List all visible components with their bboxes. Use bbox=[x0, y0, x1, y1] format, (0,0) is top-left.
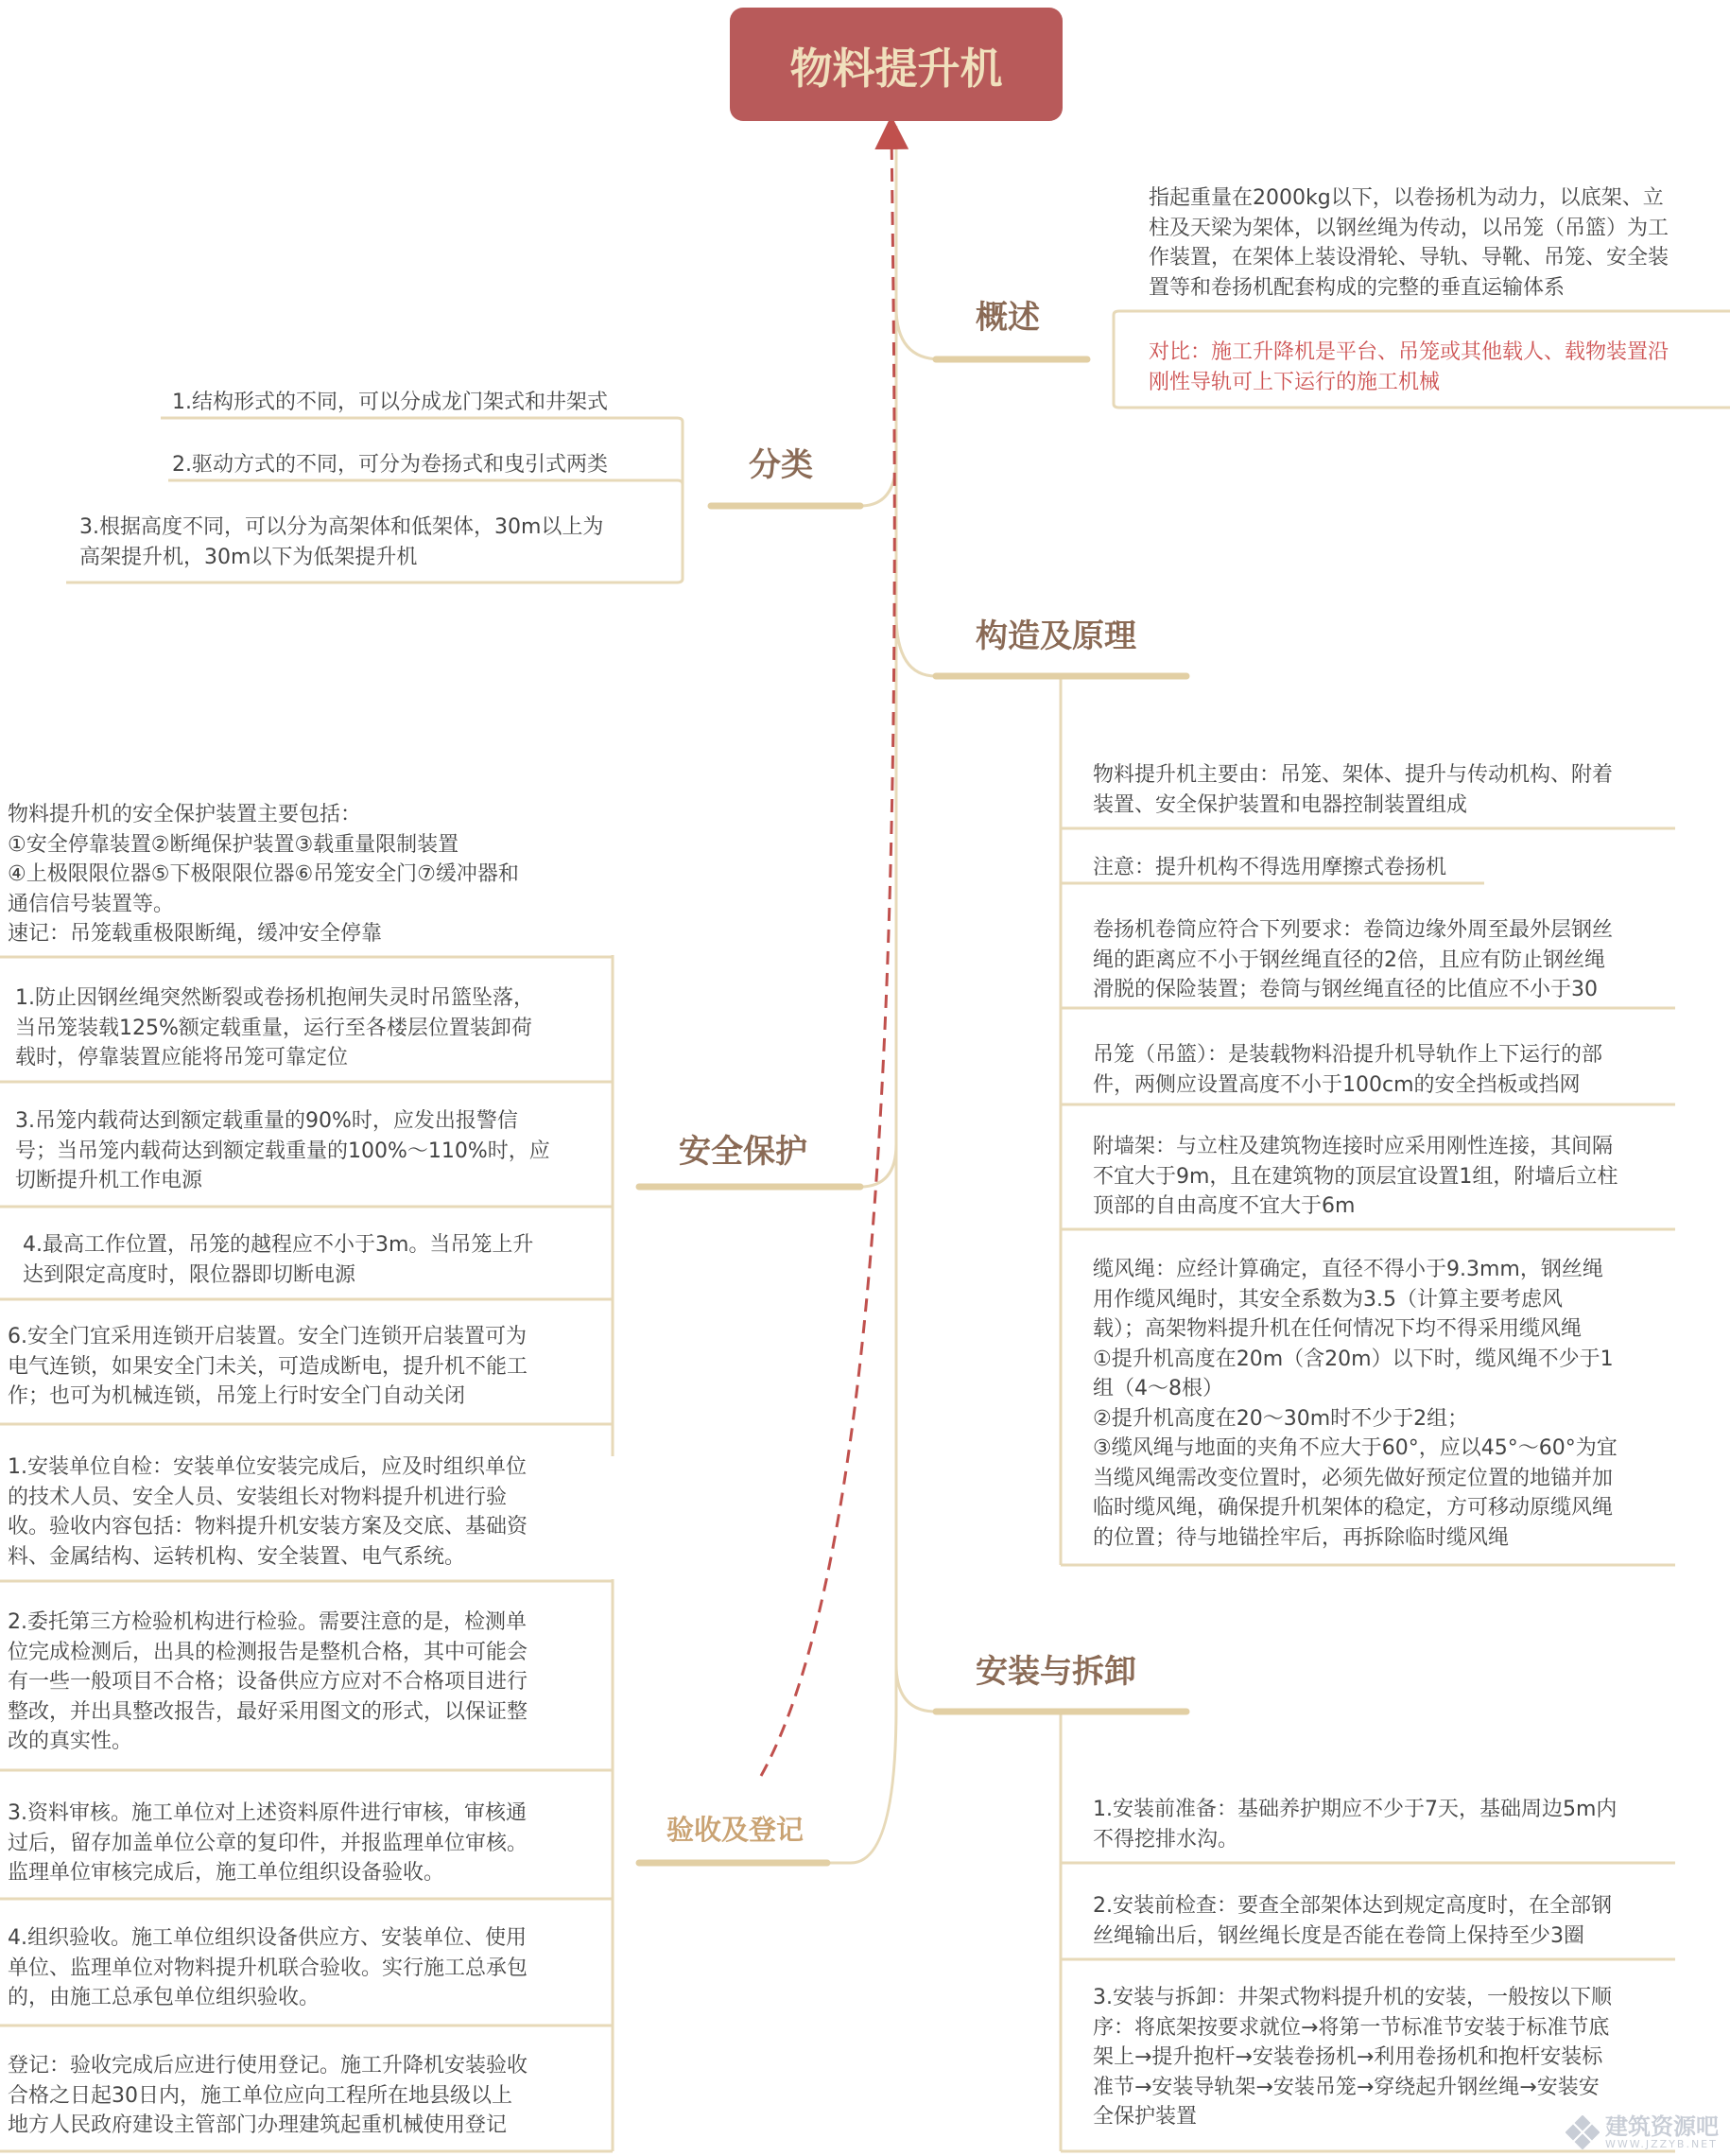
structure-item-6: 缆风绳：应经计算确定，直径不得小于9.3mm，钢丝绳 用作缆风绳时，其安全系数为3.5（计算主要考虑风 载）；高架物料提升机在任何情况下均不得采用缆风绳 ①提升机高度在20m（含20m）以下时，缆风绳不少于1 组（4～8根） ②提升机高度在20～30m时不少于2组； ③缆风绳与地面的夹角不应大于60°，应以45°～60°为宜 当缆风绳需改变位置时，必须先做好预定位置的地锚并加 临时缆风绳，确保提升机架体的稳定，方可移动原缆风绳 的位置；待与地锚拴牢后，再拆除临时缆风绳 bbox=[1093, 1258, 1618, 1550]
watermark-url: WWW.JZZYB.NET bbox=[1605, 2138, 1718, 2150]
classification-item-2: 2.驱动方式的不同，可分为卷扬式和曳引式两类 bbox=[172, 453, 608, 477]
installation-item-3: 3.安装与拆卸：井架式物料提升机的安装，一般按以下顺 序：将底架按要求就位→将第一节标准节安装于标准节底 架上→提升抱杆→安装卷扬机→利用卷扬机和抱杆安装标 准节→安装导轨架→安装吊笼→穿绕起升钢丝绳→安装安 全保护装置 bbox=[1093, 1986, 1612, 2129]
structure-item-2: 注意：提升机构不得选用摩擦式卷扬机 bbox=[1093, 856, 1447, 879]
branch-safety[interactable]: 安全保护 bbox=[679, 1133, 807, 1171]
safety-overview: 物料提升机的安全保护装置主要包括： ①安全停靠装置②断绳保护装置③载重量限制装置 ④上极限限位器⑤下极限限位器⑥吊笼安全门⑦缓冲器和 通信信号装置等。 速记：吊笼载重极限断绳，缓冲安全停靠 bbox=[8, 803, 519, 946]
watermark-logo-icon bbox=[1566, 2115, 1600, 2149]
watermark bbox=[1566, 2114, 1719, 2150]
installation-item-1: 1.安装前准备：基础养护期应不少于7天，基础周边5m内 不得挖排水沟。 bbox=[1093, 1798, 1618, 1852]
branch-overview[interactable]: 概述 bbox=[976, 299, 1040, 337]
branch-installation[interactable]: 安装与拆卸 bbox=[976, 1653, 1136, 1691]
safety-item-6: 6.安全门宜采用连锁开启装置。安全门连锁开启装置可为 电气连锁，如果安全门未关，可造成断电，提升机不能工 作；也可为机械连锁，吊笼上行时安全门自动关闭 bbox=[8, 1325, 528, 1408]
branch-structure[interactable]: 构造及原理 bbox=[976, 617, 1136, 655]
overview-definition: 指起重量在2000kg以下，以卷扬机为动力，以底架、立 柱及天梁为架体，以钢丝绳为传动，以吊笼（吊篮）为工 作装置，在架体上装设滑轮、导轨、导靴、吊笼、安全装 置等和卷扬机配套构成的完整的垂直运输体系 bbox=[1149, 186, 1669, 300]
branch-acceptance[interactable]: 验收及登记 bbox=[666, 1814, 804, 1846]
safety-item-4: 4.最高工作位置，吊笼的越程应不小于3m。当吊笼上升 达到限定高度时，限位器即切断电源 bbox=[23, 1233, 534, 1287]
link-acceptance bbox=[827, 1707, 896, 1863]
structure-item-5: 附墙架：与立柱及建筑物连接时应采用刚性连接，其间隔 不宜大于9m，且在建筑物的顶层宜设置1组，附墙后立柱 顶部的自由高度不宜大于6m bbox=[1093, 1135, 1618, 1218]
structure-item-4: 吊笼（吊篮）：是装载物料沿提升机导轨作上下运行的部 件，两侧应设置高度不小于100cm的安全挡板或挡网 bbox=[1093, 1043, 1603, 1097]
acceptance-registration: 登记：验收完成后应进行使用登记。施工升降机安装验收 合格之日起30日内，施工单位应向工程所在地县级以上 地方人民政府建设主管部门办理建筑起重机械使用登记 bbox=[8, 2054, 528, 2137]
safety-item-1: 1.防止因钢丝绳突然断裂或卷扬机抱闸失灵时吊篮坠落， 当吊笼装载125%额定载重量，运行至各楼层位置装卸荷 载时，停靠装置应能将吊笼可靠定位 bbox=[15, 986, 534, 1069]
root-node[interactable]: 物料提升机 bbox=[730, 8, 1063, 121]
structure-item-3: 卷扬机卷筒应符合下列要求：卷筒边缘外周至最外层钢丝 绳的距离应不小于钢丝绳直径的2倍，且应有防止钢丝绳 滑脱的保险装置；卷筒与钢丝绳直径的比值应不小于30 bbox=[1093, 918, 1614, 1001]
installation-item-2: 2.安装前检查：要查全部架体达到规定高度时，在全部钢 丝绳输出后，钢丝绳长度是否能在卷筒上保持至少3圈 bbox=[1093, 1894, 1612, 1948]
dashed-return-arrow bbox=[761, 132, 894, 1776]
acceptance-item-1: 1.安装单位自检：安装单位安装完成后，应及时组织单位 的技术人员、安全人员、安装组长对物料提升机进行验 收。验收内容包括：物料提升机安装方案及交底、基础资 料、金属结构、运转机构、安全装置、电气系统。 bbox=[8, 1455, 528, 1569]
branch-classification[interactable]: 分类 bbox=[749, 446, 813, 484]
watermark-title: 建筑资源吧 bbox=[1605, 2113, 1719, 2140]
acceptance-item-2: 2.委托第三方检验机构进行检验。需要注意的是，检测单 位完成检测后，出具的检测报告是整机合格，其中可能会 有一些一般项目不合格；设备供应方应对不合格项目进行 整改，并出具整改报告，最好采用图文的形式，以保证整 改的真实性。 bbox=[8, 1610, 528, 1753]
overview-comparison: 对比：施工升降机是平台、吊笼或其他载人、载物装置沿 刚性导轨可上下运行的施工机械 bbox=[1149, 340, 1669, 394]
classification-item-3: 3.根据高度不同，可以分为高架体和低架体，30m以上为 高架提升机，30m以下为低架提升机 bbox=[79, 515, 604, 569]
acceptance-item-4: 4.组织验收。施工单位组织设备供应方、安装单位、使用 单位、监理单位对物料提升机联合验收。实行施工总承包 的，由施工总承包单位组织验收。 bbox=[8, 1926, 528, 2009]
safety-item-3: 3.吊笼内载荷达到额定载重量的90%时，应发出报警信 号；当吊笼内载荷达到额定载重量的100%～110%时，应 切断提升机工作电源 bbox=[15, 1109, 550, 1192]
classification-item-1: 1.结构形式的不同，可以分成龙门架式和井架式 bbox=[172, 391, 608, 414]
structure-item-1: 物料提升机主要由：吊笼、架体、提升与传动机构、附着 装置、安全保护装置和电器控制装置组成 bbox=[1093, 763, 1614, 817]
acceptance-item-3: 3.资料审核。施工单位对上述资料原件进行审核，审核通 过后，留存加盖单位公章的复印件，并报监理单位审核。 监理单位审核完成后，施工单位组织设备验收。 bbox=[8, 1801, 528, 1885]
